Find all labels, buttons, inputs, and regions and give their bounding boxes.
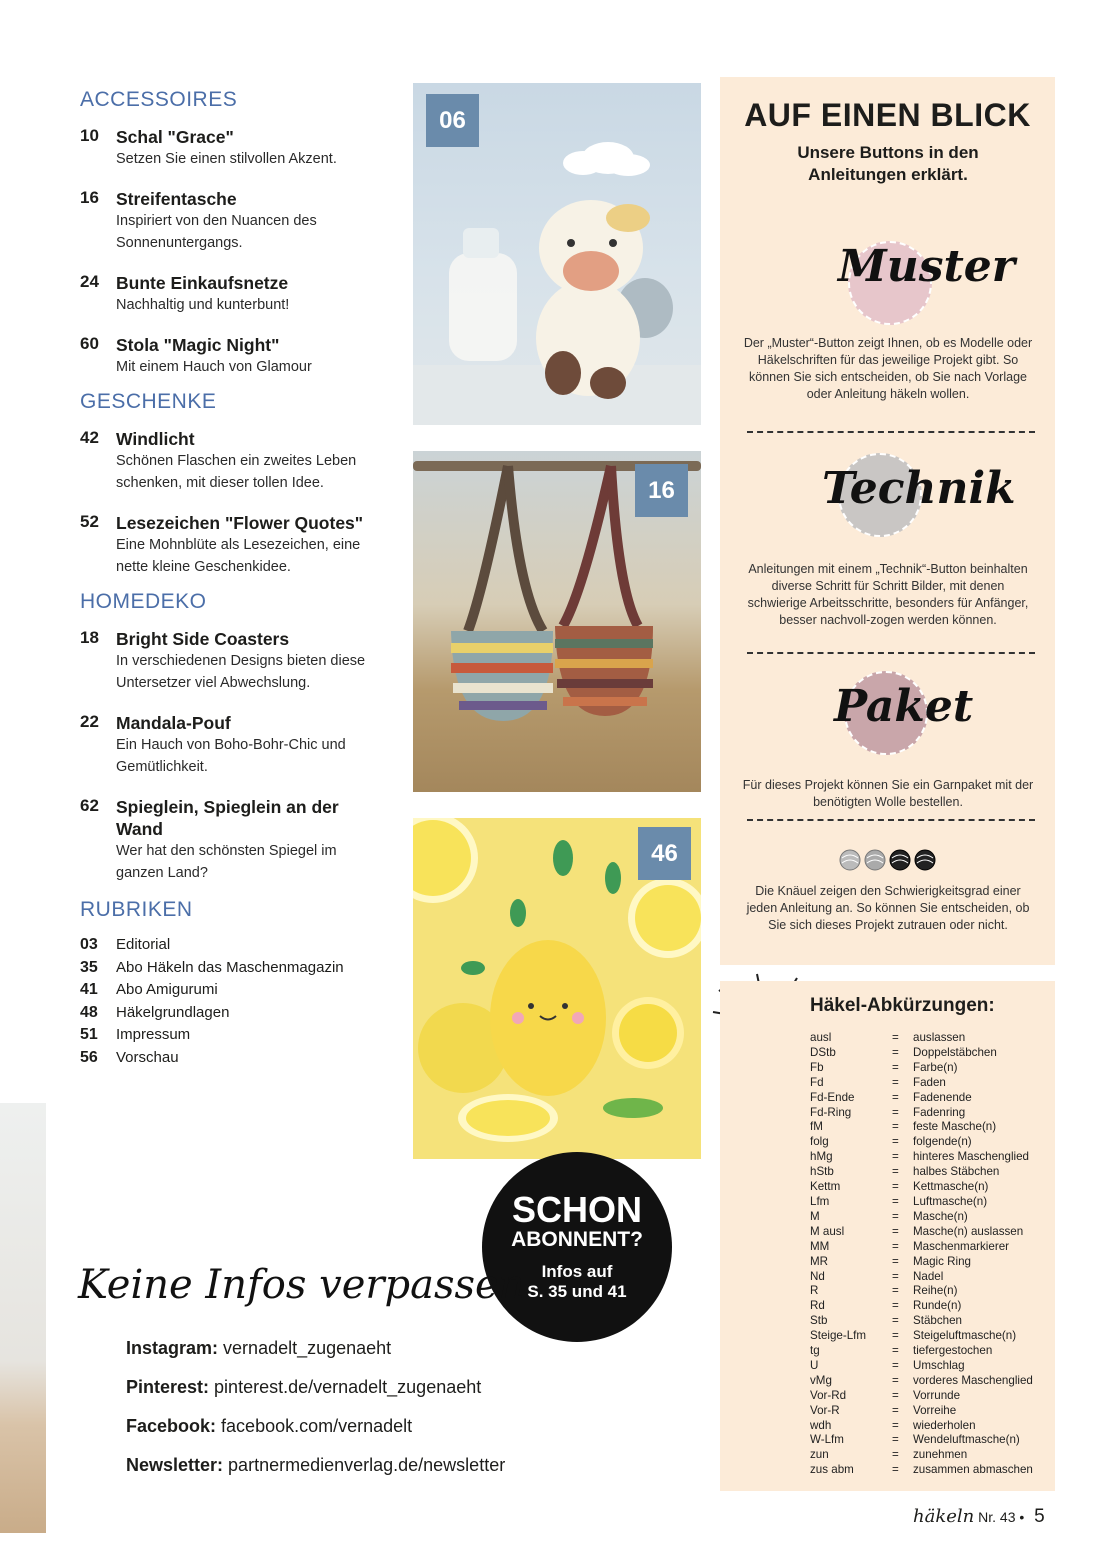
social-facebook[interactable] <box>126 1416 412 1437</box>
entry-desc: Wer hat den schönsten Spiegel im ganzen Land? <box>116 843 337 881</box>
social-pinterest[interactable] <box>126 1377 481 1398</box>
social-value: vernadelt_zugenaeht <box>223 1338 392 1358</box>
page-number: 42 <box>80 428 99 447</box>
page-number: 41 <box>80 981 98 998</box>
page-number: 16 <box>80 188 99 207</box>
entry-title: Lesezeichen "Flower Quotes" <box>116 513 364 533</box>
social-newsletter[interactable] <box>126 1455 505 1476</box>
page-footer <box>913 1506 1045 1528</box>
entry-title: Bunte Einkaufsnetze <box>116 273 289 293</box>
abbr-row: MM = Maschenmarkierer <box>810 1239 1009 1253</box>
abbr-row: Fd = Faden <box>810 1075 946 1089</box>
paket-label: Paket <box>834 681 974 732</box>
abbr-row: Kettm = Kettmasche(n) <box>810 1180 989 1194</box>
rubrik-item[interactable] <box>80 979 410 1002</box>
abbr-row: ausl = auslassen <box>810 1031 966 1044</box>
abbr-row: folg = folgende(n) <box>810 1135 972 1149</box>
abbr-row: zus abm = zusammen abmaschen <box>810 1463 1033 1477</box>
panel-subtitle: Unsere Buttons in den Anleitungen erklärt. <box>797 143 979 184</box>
abbr-row: tg = tiefergestochen <box>810 1344 993 1358</box>
social-value: partnermedienverlag.de/newsletter <box>228 1455 506 1475</box>
rubrik-item[interactable] <box>80 934 410 957</box>
page-number: 62 <box>80 796 99 815</box>
entry-desc: Eine Mohnblüte als Lesezeichen, eine nette kleine Geschenkidee. <box>116 537 361 575</box>
entry-desc: Nachhaltig und kunterbunt! <box>116 297 290 313</box>
entry-desc: Setzen Sie einen stilvollen Akzent. <box>116 151 337 167</box>
bullet: • <box>1019 1509 1025 1525</box>
panel-title: AUF EINEN BLICK <box>744 97 1031 133</box>
toc-entry[interactable] <box>80 512 410 578</box>
section-title: RUBRIKEN <box>80 898 193 921</box>
abbr-row: Rd = Runde(n) <box>810 1299 962 1313</box>
entry-desc: Mit einem Hauch von Glamour <box>116 359 312 375</box>
page-number: 10 <box>80 126 99 145</box>
entry-title: Schal "Grace" <box>116 127 234 147</box>
sub-line3: Infos auf <box>541 1262 613 1281</box>
technik-desc: Anleitungen mit einem „Technik“-Button beinhalten diverse Schritt für Schritt Bilder, mit denen schwierige Arbeitsschritte, besonders für Anfänger, besser nachvoll-zogen werden können. <box>747 562 1029 627</box>
legend-panel <box>720 77 1055 965</box>
entry-title: Mandala-Pouf <box>116 713 231 733</box>
toc-entry[interactable] <box>80 126 410 170</box>
rubrik-item[interactable] <box>80 1047 410 1070</box>
social-label: Instagram: <box>126 1338 219 1358</box>
abbr-row: Steige-Lfm = Steigeluftmasche(n) <box>810 1329 1017 1343</box>
entry-desc: In verschiedenen Designs bieten diese Untersetzer viel Abwechslung. <box>116 653 366 691</box>
abbr-row: zun = zunehmen <box>810 1448 968 1462</box>
toc-section-accessoires <box>80 88 410 378</box>
toc-entry[interactable] <box>80 712 410 778</box>
abbr-row: Lfm = Luftmasche(n) <box>810 1194 988 1208</box>
muster-label: Muster <box>838 241 1015 292</box>
photo-striped-bags[interactable] <box>413 451 701 792</box>
abbr-row: M = Masche(n) <box>810 1209 968 1223</box>
toc-entry[interactable] <box>80 628 410 694</box>
entry-desc: Schönen Flaschen ein zweites Leben schenken, mit dieser tollen Idee. <box>116 453 357 491</box>
page-number: 18 <box>80 628 99 647</box>
abbr-row: U = Umschlag <box>810 1358 965 1372</box>
rubrik-label: Häkelgrundlagen <box>116 1003 230 1021</box>
toc-entry[interactable] <box>80 188 410 254</box>
abbr-row: fM = feste Masche(n) <box>810 1120 997 1134</box>
social-label: Pinterest: <box>126 1377 210 1397</box>
paket-desc: Für dieses Projekt können Sie ein Garnpaket mit der benötigten Wolle bestellen. <box>742 778 1034 809</box>
subscription-badge[interactable] <box>482 1152 672 1342</box>
footer-issue: Nr. 43 <box>978 1509 1016 1525</box>
abbr-row: Fd-Ring = Fadenring <box>810 1105 966 1119</box>
page-number: 60 <box>80 334 99 353</box>
toc-entry[interactable] <box>80 272 410 316</box>
social-label: Newsletter: <box>126 1455 224 1475</box>
abbr-row: W-Lfm = Wendeluftmasche(n) <box>810 1433 1020 1447</box>
page-badge: 46 <box>638 827 691 880</box>
toc-entry[interactable] <box>80 428 410 494</box>
page-badge: 16 <box>635 464 688 517</box>
rubrik-label: Abo Amigurumi <box>116 981 218 998</box>
photo-amigurumi-lemon[interactable] <box>413 818 701 1159</box>
page-badge: 06 <box>426 94 479 147</box>
abbr-row: MR = Magic Ring <box>810 1254 971 1268</box>
abbr-title: Häkel-Abkürzungen: <box>810 995 995 1016</box>
section-title: ACCESSOIRES <box>80 88 238 111</box>
social-label: Facebook: <box>126 1416 217 1436</box>
entry-title: Bright Side Coasters <box>116 629 290 649</box>
rubrik-item[interactable] <box>80 957 410 980</box>
abbr-row: R = Reihe(n) <box>810 1284 958 1298</box>
toc-entry[interactable] <box>80 334 410 378</box>
abbr-row: Fd-Ende = Fadenende <box>810 1090 972 1104</box>
social-value: pinterest.de/vernadelt_zugenaeht <box>214 1377 482 1397</box>
abbr-row: Nd = Nadel <box>810 1269 944 1283</box>
page-number: 52 <box>80 512 99 531</box>
abbr-row: vMg = vorderes Maschenglied <box>810 1373 1033 1387</box>
entry-desc: Inspiriert von den Nuancen des Sonnenuntergangs. <box>116 213 317 251</box>
toc-entry[interactable] <box>80 796 410 884</box>
entry-title: Spieglein, Spieglein an der Wand <box>116 797 339 839</box>
rubrik-item[interactable] <box>80 1002 410 1025</box>
footer-brand: häkeln <box>913 1506 975 1527</box>
page-number: 56 <box>80 1048 98 1066</box>
abbr-row: Vor-Rd = Vorrunde <box>810 1388 961 1402</box>
page-number: 03 <box>80 936 98 953</box>
rubrik-label: Abo Häkeln das Maschenmagazin <box>116 958 344 976</box>
divider <box>747 819 1035 821</box>
social-title: Keine Infos verpassen <box>78 1262 525 1308</box>
social-value: facebook.com/vernadelt <box>221 1416 413 1436</box>
abbr-row: Stb = Stäbchen <box>810 1314 962 1328</box>
divider <box>747 431 1035 433</box>
abbr-row: hMg = hinteres Maschenglied <box>810 1150 1030 1164</box>
muster-desc: Der „Muster“-Button zeigt Ihnen, ob es Modelle oder Häkelschriften für das jeweilige Projekt gibt. So können Sie sich entscheiden, ob Sie nach Vorlage oder Anleitung häkeln wollen. <box>743 336 1033 401</box>
page-number: 24 <box>80 272 99 291</box>
rubrik-label: Impressum <box>116 1026 191 1043</box>
section-title: GESCHENKE <box>80 390 217 413</box>
entry-title: Windlicht <box>116 429 195 449</box>
entry-title: Streifentasche <box>116 189 237 209</box>
entry-title: Stola "Magic Night" <box>116 335 280 355</box>
abbreviations-box <box>720 981 1055 1491</box>
toc-section-geschenke <box>80 390 410 578</box>
page-number: 22 <box>80 712 99 731</box>
section-title: HOMEDEKO <box>80 590 207 613</box>
rubrik-label: Editorial <box>116 936 171 953</box>
photo-amigurumi-cow[interactable] <box>413 83 701 425</box>
page-number: 48 <box>80 1003 98 1021</box>
abbr-row: Fb = Farbe(n) <box>810 1060 958 1074</box>
page-number: 35 <box>80 958 98 976</box>
rubrik-label: Vorschau <box>116 1048 179 1066</box>
sub-line2: ABONNENT? <box>511 1228 643 1251</box>
technik-label: Technik <box>822 463 1016 514</box>
yarn-ball-icon <box>838 848 938 872</box>
difficulty-yarn-icons <box>838 848 938 872</box>
abbr-row: M ausl = Masche(n) auslassen <box>810 1224 1024 1238</box>
page-number: 51 <box>80 1026 98 1043</box>
rubrik-item[interactable] <box>80 1024 410 1047</box>
abbr-row: DStb = Doppelstäbchen <box>810 1045 997 1059</box>
difficulty-desc: Die Knäuel zeigen den Schwierigkeitsgrad einer jeden Anleitung an. So können Sie entscheiden, ob Sie sich dieses Projekt zutrauen oder nicht. <box>746 884 1030 932</box>
footer-page: 5 <box>1034 1506 1045 1527</box>
entry-desc: Ein Hauch von Boho-Bohr-Chic und Gemütlichkeit. <box>116 737 346 775</box>
abbr-row: wdh = wiederholen <box>810 1418 976 1432</box>
social-instagram[interactable] <box>126 1338 391 1359</box>
sub-line1: SCHON <box>511 1189 642 1230</box>
toc-section-rubriken <box>80 898 410 1069</box>
edge-photo <box>0 1103 46 1533</box>
table-of-contents <box>80 88 410 1069</box>
abbr-row: hStb = halbes Stäbchen <box>810 1165 1000 1179</box>
abbr-row: Vor-R = Vorreihe <box>810 1403 957 1417</box>
divider <box>747 652 1035 654</box>
toc-section-homedeko <box>80 590 410 884</box>
abbr-list <box>810 1031 1050 1478</box>
sub-line4: S. 35 und 41 <box>527 1282 627 1301</box>
